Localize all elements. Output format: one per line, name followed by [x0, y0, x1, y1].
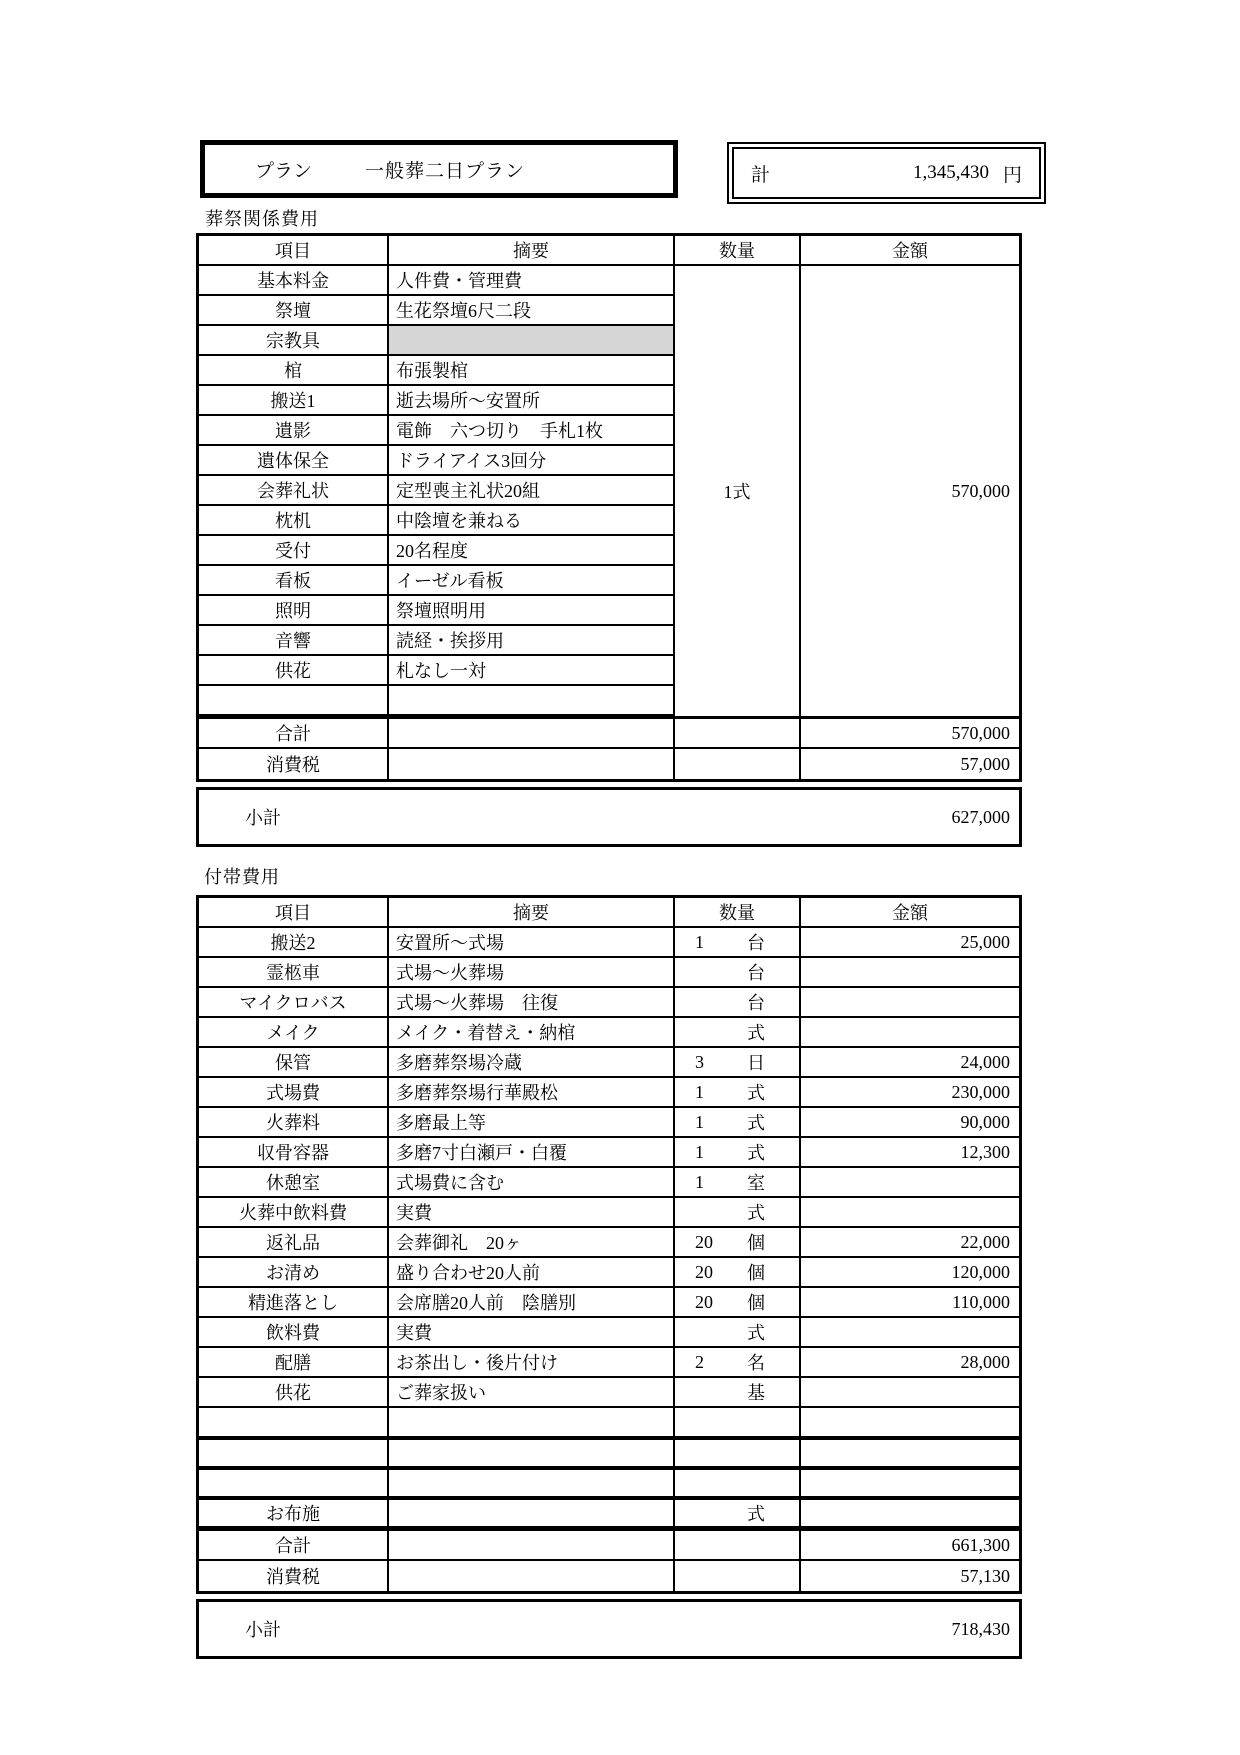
item-cell: 基本料金	[199, 266, 389, 296]
tax-desc-cell	[389, 749, 675, 779]
item-cell: メイク	[199, 1018, 389, 1048]
desc-cell: 多磨葬祭場行華殿松	[389, 1078, 675, 1108]
qty-unit: 個	[747, 1263, 765, 1283]
desc-cell: 札なし一対	[389, 656, 675, 686]
item-cell: 祭壇	[199, 296, 389, 326]
item-cell: 式場費	[199, 1078, 389, 1108]
qty-unit: 個	[747, 1233, 765, 1253]
qty-unit: 式	[747, 1023, 765, 1043]
subtotal-amount: 627,000	[951, 806, 1010, 827]
item-cell: 霊柩車	[199, 958, 389, 988]
qty-unit: 台	[747, 963, 765, 983]
item-cell: 宗教具	[199, 326, 389, 356]
funeral-table-header	[199, 236, 1019, 266]
amount-cell	[801, 1468, 1019, 1498]
desc-cell: 実費	[389, 1318, 675, 1348]
item-cell: 搬送2	[199, 928, 389, 958]
amount-cell: 24,000	[801, 1048, 1019, 1078]
header-cell-desc: 摘要	[389, 236, 675, 266]
desc-cell: 祭壇照明用	[389, 596, 675, 626]
amount-cell	[801, 958, 1019, 988]
qty-value: 20	[695, 1291, 713, 1312]
item-cell	[199, 1468, 389, 1498]
item-cell: 受付	[199, 536, 389, 566]
funeral-subtotal-box	[196, 787, 1022, 847]
header-cell-amount: 金額	[801, 236, 1019, 266]
qty-value: 1	[695, 1141, 704, 1162]
qty-value: 3	[695, 1051, 704, 1072]
desc-cell: 実費	[389, 1198, 675, 1228]
header-cell-qty: 数量	[675, 898, 801, 928]
item-cell: お清め	[199, 1258, 389, 1288]
amount-cell	[801, 1018, 1019, 1048]
header-cell-qty: 数量	[675, 236, 801, 266]
desc-cell: 式場～火葬場	[389, 958, 675, 988]
item-cell: 遺影	[199, 416, 389, 446]
total-label-cell: 合計	[199, 719, 389, 749]
desc-cell: 20名程度	[389, 536, 675, 566]
desc-cell: 多磨最上等	[389, 1108, 675, 1138]
amount-cell: 120,000	[801, 1258, 1019, 1288]
desc-cell: 逝去場所～安置所	[389, 386, 675, 416]
funeral-tax-row	[199, 749, 1019, 779]
total-desc-cell	[389, 1531, 675, 1561]
qty-cell	[675, 1198, 801, 1228]
funeral-total-row	[199, 719, 1019, 749]
tax-label-cell: 消費税	[199, 1561, 389, 1591]
funeral-cost-table	[196, 233, 1022, 719]
desc-cell: 生花祭壇6尺二段	[389, 296, 675, 326]
desc-cell: 多磨7寸白瀬戸・白覆	[389, 1138, 675, 1168]
plan-label: プラン	[255, 160, 313, 182]
bundle-qty-cell: 1式	[675, 266, 801, 716]
amount-cell	[801, 988, 1019, 1018]
desc-cell: 盛り合わせ20人前	[389, 1258, 675, 1288]
incidental-totals-box	[196, 1531, 1022, 1594]
plan-value: 一般葬二日プラン	[365, 160, 526, 182]
amount-cell	[801, 1498, 1019, 1528]
funeral-totals-box	[196, 719, 1022, 782]
qty-unit: 基	[747, 1383, 765, 1403]
total-amount-cell: 661,300	[801, 1531, 1019, 1561]
desc-cell: 式場～火葬場 往復	[389, 988, 675, 1018]
desc-cell: ドライアイス3回分	[389, 446, 675, 476]
incidental-table-header	[199, 898, 1019, 928]
incidental-tax-row	[199, 1561, 1019, 1591]
item-cell: 飲料費	[199, 1318, 389, 1348]
desc-cell: イーゼル看板	[389, 566, 675, 596]
amount-cell	[801, 1378, 1019, 1408]
item-cell: 精進落とし	[199, 1288, 389, 1318]
qty-value: 20	[695, 1261, 713, 1282]
amount-cell	[801, 1438, 1019, 1468]
header-cell-amount: 金額	[801, 898, 1019, 928]
qty-cell	[675, 1138, 801, 1168]
qty-cell	[675, 1258, 801, 1288]
qty-value: 1	[695, 1081, 704, 1102]
desc-cell: 電飾 六つ切り 手札1枚	[389, 416, 675, 446]
grand-total-unit: 円	[1002, 164, 1022, 186]
qty-unit: 式	[747, 1203, 765, 1223]
qty-value: 1	[695, 1111, 704, 1132]
desc-cell	[389, 1438, 675, 1468]
document-body	[196, 233, 1022, 1659]
qty-cell	[675, 1078, 801, 1108]
total-amount-cell: 570,000	[801, 719, 1019, 749]
subtotal-amount: 718,430	[951, 1618, 1010, 1639]
item-cell: 音響	[199, 626, 389, 656]
item-cell: 遺体保全	[199, 446, 389, 476]
qty-cell	[675, 1228, 801, 1258]
item-cell: 収骨容器	[199, 1138, 389, 1168]
item-cell: 照明	[199, 596, 389, 626]
qty-cell	[675, 1408, 801, 1438]
desc-cell: 人件費・管理費	[389, 266, 675, 296]
item-cell: 配膳	[199, 1348, 389, 1378]
desc-cell	[389, 1498, 675, 1528]
amount-cell	[801, 1198, 1019, 1228]
qty-cell	[675, 1378, 801, 1408]
desc-cell: 読経・挨拶用	[389, 626, 675, 656]
total-desc-cell	[389, 719, 675, 749]
qty-unit: 名	[747, 1353, 765, 1373]
qty-unit: 式	[747, 1113, 765, 1133]
total-qty-cell	[675, 719, 801, 749]
qty-cell	[675, 1018, 801, 1048]
qty-cell	[675, 1498, 801, 1528]
amount-cell: 90,000	[801, 1108, 1019, 1138]
item-cell: 搬送1	[199, 386, 389, 416]
plan-box	[200, 140, 678, 198]
qty-cell	[675, 1108, 801, 1138]
desc-cell: 多磨葬祭場冷蔵	[389, 1048, 675, 1078]
item-cell: 供花	[199, 656, 389, 686]
tax-amount-cell: 57,130	[960, 1565, 1010, 1586]
qty-unit: 式	[747, 1143, 765, 1163]
desc-cell: 布張製棺	[389, 356, 675, 386]
item-cell: 返礼品	[199, 1228, 389, 1258]
desc-cell	[389, 326, 675, 356]
desc-cell	[389, 1408, 675, 1438]
qty-value: 20	[695, 1231, 713, 1252]
incidental-table-body	[199, 928, 1019, 1528]
amount-cell	[801, 1408, 1019, 1438]
item-cell: 会葬礼状	[199, 476, 389, 506]
amount-cell: 12,300	[801, 1138, 1019, 1168]
item-cell	[199, 1408, 389, 1438]
item-cell: 保管	[199, 1048, 389, 1078]
qty-value: 2	[695, 1351, 704, 1372]
item-cell: 休憩室	[199, 1168, 389, 1198]
incidental-subtotal-box	[196, 1599, 1022, 1659]
qty-unit: 式	[747, 1504, 765, 1524]
amount-cell: 28,000	[801, 1348, 1019, 1378]
desc-cell: 中陰壇を兼ねる	[389, 506, 675, 536]
amount-cell: 22,000	[801, 1228, 1019, 1258]
item-cell: 供花	[199, 1378, 389, 1408]
qty-cell	[675, 1048, 801, 1078]
desc-cell: 会葬御礼 20ヶ	[389, 1228, 675, 1258]
item-cell: 枕机	[199, 506, 389, 536]
item-cell: 棺	[199, 356, 389, 386]
desc-cell: 定型喪主礼状20組	[389, 476, 675, 506]
desc-cell: 会席膳20人前 陰膳別	[389, 1288, 675, 1318]
incidental-section-title: 付帯費用	[204, 867, 280, 887]
incidental-total-row	[199, 1531, 1019, 1561]
qty-cell	[675, 1348, 801, 1378]
qty-value: 1	[695, 931, 704, 952]
item-cell	[199, 1438, 389, 1468]
header-cell-item: 項目	[199, 898, 389, 928]
grand-total-label: 計	[751, 164, 771, 186]
desc-cell: 安置所～式場	[389, 928, 675, 958]
bundle-amount-cell: 570,000	[951, 480, 1010, 501]
tax-desc-cell	[389, 1561, 675, 1591]
funeral-table-body	[199, 266, 1019, 716]
grand-total-amount: 1,345,430	[912, 162, 989, 183]
subtotal-label: 小計	[245, 1620, 281, 1640]
item-cell: 火葬中飲料費	[199, 1198, 389, 1228]
item-cell: 火葬料	[199, 1108, 389, 1138]
qty-cell	[675, 1438, 801, 1468]
qty-cell	[675, 928, 801, 958]
desc-cell: お茶出し・後片付け	[389, 1348, 675, 1378]
item-cell	[199, 686, 389, 716]
incidental-cost-table	[196, 895, 1022, 1531]
subtotal-label: 小計	[245, 808, 281, 828]
qty-cell	[675, 1168, 801, 1198]
funeral-section-title: 葬祭関係費用	[205, 209, 319, 229]
amount-cell: 25,000	[801, 928, 1019, 958]
tax-amount-cell: 57,000	[960, 753, 1010, 774]
amount-cell	[801, 1168, 1019, 1198]
qty-value: 1	[695, 1171, 704, 1192]
total-label-cell: 合計	[199, 1531, 389, 1561]
total-qty-cell	[675, 1531, 801, 1561]
item-cell: 看板	[199, 566, 389, 596]
qty-unit: 式	[747, 1083, 765, 1103]
qty-unit: 日	[747, 1053, 765, 1073]
qty-cell	[675, 1468, 801, 1498]
qty-cell	[675, 988, 801, 1018]
desc-cell: ご葬家扱い	[389, 1378, 675, 1408]
desc-cell: メイク・着替え・納棺	[389, 1018, 675, 1048]
grand-total-box	[727, 142, 1046, 204]
qty-unit: 台	[747, 933, 765, 953]
item-cell: マイクロバス	[199, 988, 389, 1018]
tax-qty-cell	[675, 1561, 801, 1591]
qty-cell	[675, 1288, 801, 1318]
item-cell: お布施	[199, 1498, 389, 1528]
desc-cell: 式場費に含む	[389, 1168, 675, 1198]
tax-label-cell: 消費税	[199, 749, 389, 779]
qty-unit: 室	[747, 1173, 765, 1193]
desc-cell	[389, 1468, 675, 1498]
amount-cell	[801, 1318, 1019, 1348]
amount-cell: 230,000	[801, 1078, 1019, 1108]
desc-cell	[389, 686, 675, 716]
header-cell-desc: 摘要	[389, 898, 675, 928]
header-cell-item: 項目	[199, 236, 389, 266]
qty-cell	[675, 958, 801, 988]
amount-cell: 110,000	[801, 1288, 1019, 1318]
qty-cell	[675, 1318, 801, 1348]
qty-unit: 台	[747, 993, 765, 1013]
qty-unit: 個	[747, 1293, 765, 1313]
qty-unit: 式	[747, 1323, 765, 1343]
tax-qty-cell	[675, 749, 801, 779]
